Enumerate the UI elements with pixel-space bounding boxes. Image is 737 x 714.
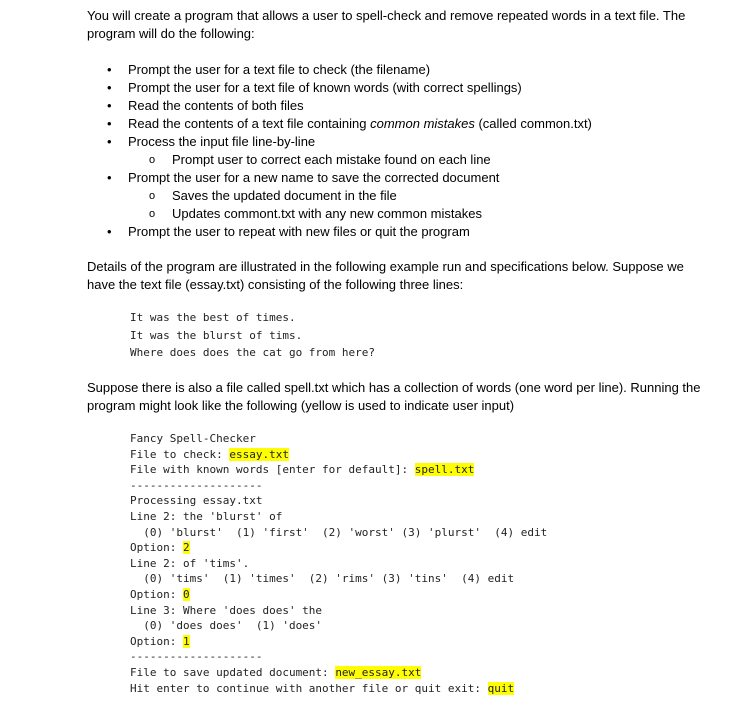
bullet-item <box>107 133 592 151</box>
circle-bullet-icon: o <box>149 208 156 220</box>
circle-bullet-icon: o <box>149 154 156 166</box>
sub-bullet-text: Saves the updated document in the file <box>172 188 397 203</box>
run-options-line: (0) 'blurst' (1) 'first' (2) 'worst' (3) 'plurst' (4) edit <box>130 525 548 539</box>
user-input-highlight: 2 <box>182 541 190 555</box>
bullet-icon: • <box>107 98 112 113</box>
user-input-highlight: 1 <box>182 634 190 648</box>
essay-line: It was the best of times. <box>130 311 296 324</box>
run-options-line: (0) 'does does' (1) 'does' <box>130 619 323 633</box>
user-input-highlight: 0 <box>182 587 190 601</box>
run-line: File to save updated document: new_essay.txt <box>130 665 422 679</box>
essay-line: It was the blurst of tims. <box>130 328 303 342</box>
bullet-text: Prompt the user for a new name to save the corrected document <box>128 170 500 185</box>
bullet-icon: • <box>107 224 112 239</box>
user-input-highlight: new_essay.txt <box>335 665 422 679</box>
suppose-paragraph: Suppose there is also a file called spell.txt which has a collection of words (one word per line). Running the program might look like the following (yellow is used to indicate user input) <box>87 380 701 413</box>
user-input-highlight: essay.txt <box>229 447 289 461</box>
run-options-line: (0) 'tims' (1) 'times' (2) 'rims' (3) 'tins' (4) edit <box>130 572 515 586</box>
circle-bullet-icon: o <box>149 190 156 202</box>
separator-line: -------------------- <box>130 478 263 492</box>
sub-bullet-item <box>107 151 592 169</box>
bullet-emphasis: common mistakes <box>370 116 475 131</box>
bullet-text: Read the contents of a text file containing <box>128 116 371 131</box>
user-input-highlight: spell.txt <box>414 463 475 477</box>
run-line: Option: 1 <box>130 634 190 648</box>
bullet-item <box>107 79 592 97</box>
details-paragraph: Details of the program are illustrated in the following example run and specifications below. Suppose we have the text file (essay.txt) consisting of the following three lines: <box>87 259 684 292</box>
run-line: Option: 0 <box>130 587 190 601</box>
essay-file-listing <box>130 309 375 362</box>
bullet-text: Read the contents of both files <box>128 98 304 113</box>
bullet-text: Prompt the user for a text file of known words (with correct spellings) <box>128 80 522 95</box>
run-line: Line 2: of 'tims'. <box>130 556 250 570</box>
bullet-text: Process the input file line-by-line <box>128 134 316 149</box>
run-line: Hit enter to continue with another file or quit exit: quit <box>130 681 515 695</box>
separator-line: -------------------- <box>130 650 263 664</box>
bullet-item <box>107 97 592 115</box>
user-input-highlight: quit <box>487 681 515 695</box>
bullet-icon: • <box>107 62 112 77</box>
sub-bullet-item <box>107 205 592 223</box>
bullet-text: Prompt the user to repeat with new files or quit the program <box>128 224 470 239</box>
run-line: Processing essay.txt <box>130 494 263 508</box>
bullet-icon: • <box>107 80 112 95</box>
sub-bullet-item <box>107 187 592 205</box>
intro-paragraph: You will create a program that allows a user to spell-check and remove repeated words in a text file. The program will do the following: <box>87 8 686 41</box>
run-line: File with known words [enter for default]: spell.txt <box>130 463 475 477</box>
run-line: File to check: essay.txt <box>130 447 289 461</box>
essay-line: Where does does the cat go from here? <box>130 346 376 359</box>
bullet-item <box>107 115 592 133</box>
bullet-icon: • <box>107 116 112 131</box>
requirements-list <box>107 61 592 241</box>
bullet-icon: • <box>107 134 112 149</box>
bullet-icon: • <box>107 170 112 185</box>
run-line: Line 3: Where 'does does' the <box>130 603 323 617</box>
bullet-text: Prompt the user for a text file to check (the filename) <box>128 62 431 77</box>
run-title: Fancy Spell-Checker <box>130 432 256 445</box>
run-line: Option: 2 <box>130 541 190 555</box>
bullet-item <box>107 61 592 79</box>
sub-bullet-text: Prompt user to correct each mistake found on each line <box>172 152 491 167</box>
run-line: Line 2: the 'blurst' of <box>130 509 283 523</box>
bullet-text: (called common.txt) <box>474 116 592 131</box>
sub-bullet-text: Updates commont.txt with any new common mistakes <box>172 206 482 221</box>
bullet-item <box>107 223 592 241</box>
bullet-item <box>107 169 592 187</box>
example-run-transcript <box>130 431 547 696</box>
